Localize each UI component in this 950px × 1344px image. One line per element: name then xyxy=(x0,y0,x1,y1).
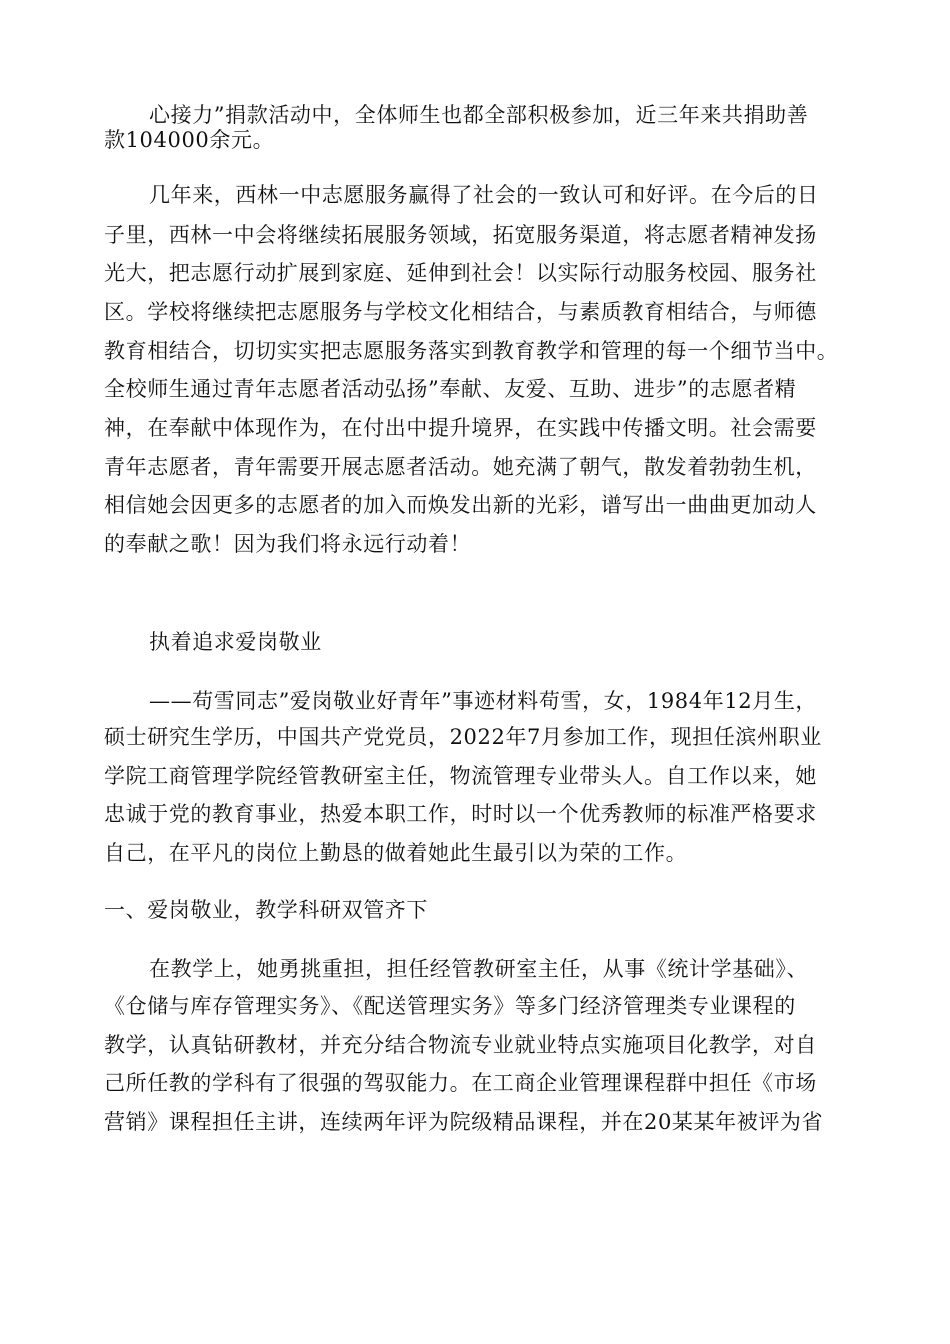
paragraph-2-line-5: 教育相结合，切切实实把志愿服务落实到教育教学和管理的每一个细节当中。 xyxy=(104,339,839,363)
section-heading-1: 执着追求爱岗敬业 xyxy=(149,630,322,654)
paragraph-2-line-8: 青年志愿者，青年需要开展志愿者活动。她充满了朝气，散发着勃勃生机， xyxy=(104,455,817,479)
paragraph-2-line-1: 几年来，西林一中志愿服务赢得了社会的一致认可和好评。在今后的日 xyxy=(149,183,819,207)
paragraph-2-line-3: 光大，把志愿行动扩展到家庭、延伸到社会！以实际行动服务校园、服务社 xyxy=(104,261,817,285)
paragraph-2-line-7: 神，在奉献中体现作为，在付出中提升境界，在实践中传播文明。社会需要 xyxy=(104,416,817,440)
paragraph-1-line-2: 款104000余元。 xyxy=(104,128,275,152)
paragraph-3-line-1: ——苟雪同志”爱岗敬业好青年”事迹材料苟雪，女，1984年12月生， xyxy=(149,689,818,713)
paragraph-3-line-2: 硕士研究生学历，中国共产党党员，2022年7月参加工作，现担任滨州职业 xyxy=(104,725,822,749)
paragraph-4-line-3: 教学，认真钻研教材，并充分结合物流专业就业特点实施项目化教学，对自 xyxy=(104,1033,817,1057)
paragraph-4-line-5: 营销》课程担任主讲，连续两年评为院级精品课程，并在20某某年被评为省 xyxy=(104,1110,824,1134)
paragraph-4-line-4: 己所任教的学科有了很强的驾驭能力。在工商企业管理课程群中担任《市场 xyxy=(104,1071,817,1095)
paragraph-4-line-1: 在教学上，她勇挑重担，担任经管教研室主任，从事《统计学基础》、 xyxy=(149,957,809,981)
paragraph-3-line-5: 自己，在平凡的岗位上勤恳的做着她此生最引以为荣的工作。 xyxy=(104,841,688,865)
paragraph-2-line-10: 的奉献之歌！因为我们将永远行动着！ xyxy=(104,532,472,556)
paragraph-3-line-4: 忠诚于党的教育事业，热爱本职工作，时时以一个优秀教师的标准严格要求 xyxy=(104,802,817,826)
paragraph-2-line-6: 全校师生通过青年志愿者活动弘扬”奉献、友爱、互助、进步”的志愿者精 xyxy=(104,377,797,401)
paragraph-2-line-9: 相信她会因更多的志愿者的加入而焕发出新的光彩，谱写出一曲曲更加动人 xyxy=(104,493,817,517)
section-heading-2: 一、爱岗敬业，教学科研双管齐下 xyxy=(104,898,428,922)
paragraph-3-line-3: 学院工商管理学院经管教研室主任，物流管理专业带头人。自工作以来，她 xyxy=(104,764,817,788)
paragraph-2-line-2: 子里，西林一中会将继续拓展服务领域，拓宽服务渠道，将志愿者精神发扬 xyxy=(104,223,817,247)
paragraph-2-line-4: 区。学校将继续把志愿服务与学校文化相结合，与素质教育相结合，与师德 xyxy=(104,300,817,324)
paragraph-4-line-2: 《仓储与库存管理实务》、《配送管理实务》等多门经济管理类专业课程的 xyxy=(104,994,796,1018)
paragraph-1-line-1: 心接力”捐款活动中，全体师生也都全部积极参加，近三年来共捐助善 xyxy=(149,103,809,127)
